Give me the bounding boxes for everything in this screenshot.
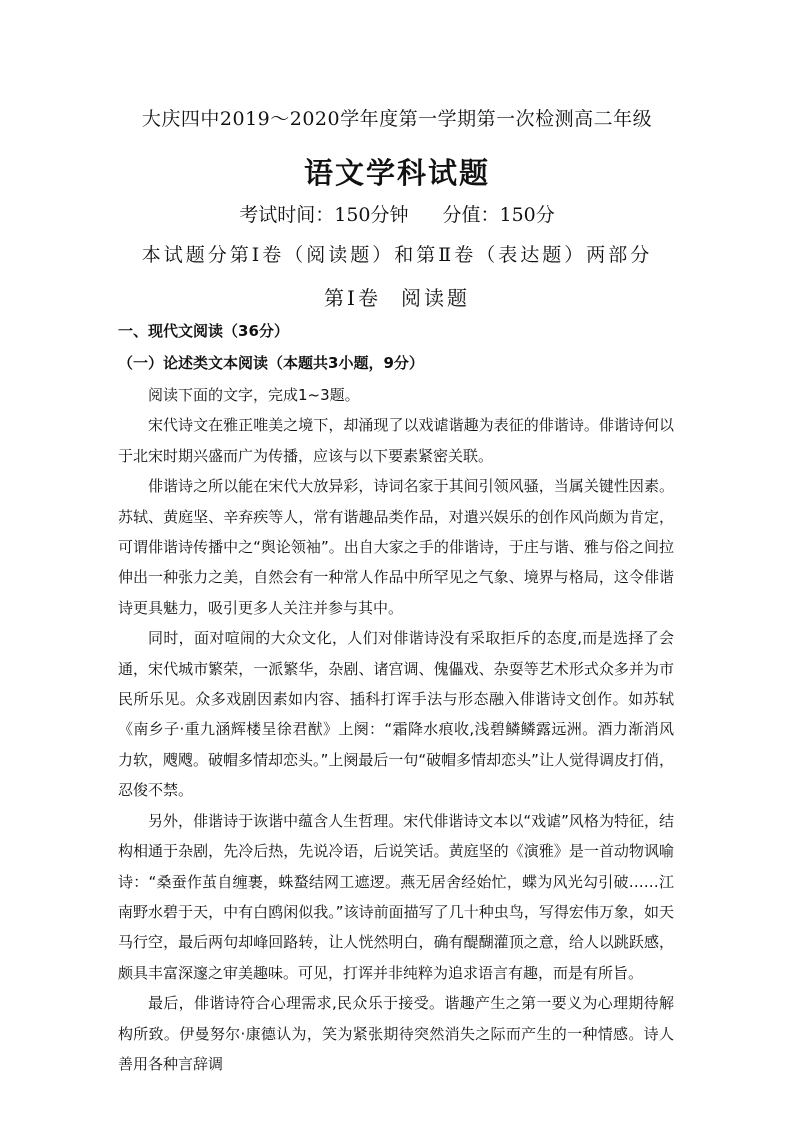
- instruction-paragraph: 阅读下面的文字，完成1~3题。: [148, 386, 360, 404]
- exam-score: 分值：150分: [442, 204, 555, 226]
- volume-name: 阅读题: [400, 286, 470, 310]
- passage-paragraph: 宋代诗文在雅正唯美之境下，却涌现了以戏谑谐趣为表征的俳谐诗。俳谐诗何以于北宋时期兴盛而广为传播，应该与以下要素紧密关联。: [118, 416, 674, 465]
- passage-paragraph: 最后，俳谐诗符合心理需求,民众乐于接受。谐趣产生之第一要义为心理期待解构所致。伊曼努尔·康德认为，笑为紧张期待突然消失之际而产生的一种情感。诗人善用各种言辞调: [118, 994, 674, 1073]
- section-heading: 一、现代文阅读（36分）: [118, 322, 289, 340]
- school-line: 大庆四中2019～2020学年度第一学期第一次检测高二年级: [141, 108, 653, 130]
- passage-paragraph: 同时，面对喧闹的大众文化，人们对俳谐诗没有采取拒斥的态度,而是选择了会通，宋代城市繁荣，一派繁华，杂剧、诸宫调、傀儡戏、杂耍等艺术形式众多并为市民所乐见。众多戏剧因素如内容、插科打诨手法与形态融入俳谐诗文创作。如苏轼《南乡子·重九涵辉楼呈徐君猷》上阕：“霜降水痕收,浅碧鳞鳞露远洲。酒力渐消风力软，飕飕。破帽多情却恋头。”上阕最后一句“破帽多情却恋头”让人觉得调皮打俏，忍俊不禁。: [118, 629, 674, 800]
- exam-time: 考试时间：150分钟: [239, 204, 409, 226]
- passage-paragraph: 俳谐诗之所以能在宋代大放异彩，诗词名家于其间引领风骚，当属关键性因素。苏轼、黄庭坚、辛弃疾等人，常有谐趣品类作品，对遣兴娱乐的创作风尚颇为肯定，可谓俳谐诗传播中之“舆论领袖”。出自大家之手的俳谐诗，于庄与谐、雅与俗之间拉伸出一种张力之美，自然会有一种常人作品中所罕见之气象、境界与格局，这令俳谐诗更具魅力，吸引更多人关注并参与其中。: [118, 477, 674, 617]
- exam-structure: 本试题分第Ⅰ卷（阅读题）和第Ⅱ卷（表达题）两部分: [141, 244, 653, 266]
- subsection-heading: （一）论述类文本阅读（本题共3小题，9分）: [118, 354, 424, 372]
- volume-title: [0, 282, 794, 311]
- exam-info: [0, 200, 794, 227]
- reading-passage: [118, 380, 674, 1079]
- passage-paragraph: 另外，俳谐诗于诙谐中蕴含人生哲理。宋代俳谐诗文本以“戏谑”风格为特征，结构相通于杂剧，先冷后热，先说冷语，后说笑话。黄庭坚的《演雅》是一首动物讽喻诗：“桑蚕作茧自缠裹，蛛蝥结网工遮逻。燕无居舍经始忙，蝶为风光勾引破……江南野水碧于天，中有白鸥闲似我。”该诗前面描写了几十种虫鸟，写得宏伟万象，如天马行空，最后两句却峰回路转，让人恍然明白，确有醍醐灌顶之意，给人以跳跃感，颇具丰富深邃之审美趣味。可见，打诨并非纯粹为追求语言有趣，而是有所旨。: [118, 811, 674, 982]
- page-title: 语文学科试题: [303, 156, 490, 190]
- volume-label: 第Ⅰ卷: [324, 286, 381, 310]
